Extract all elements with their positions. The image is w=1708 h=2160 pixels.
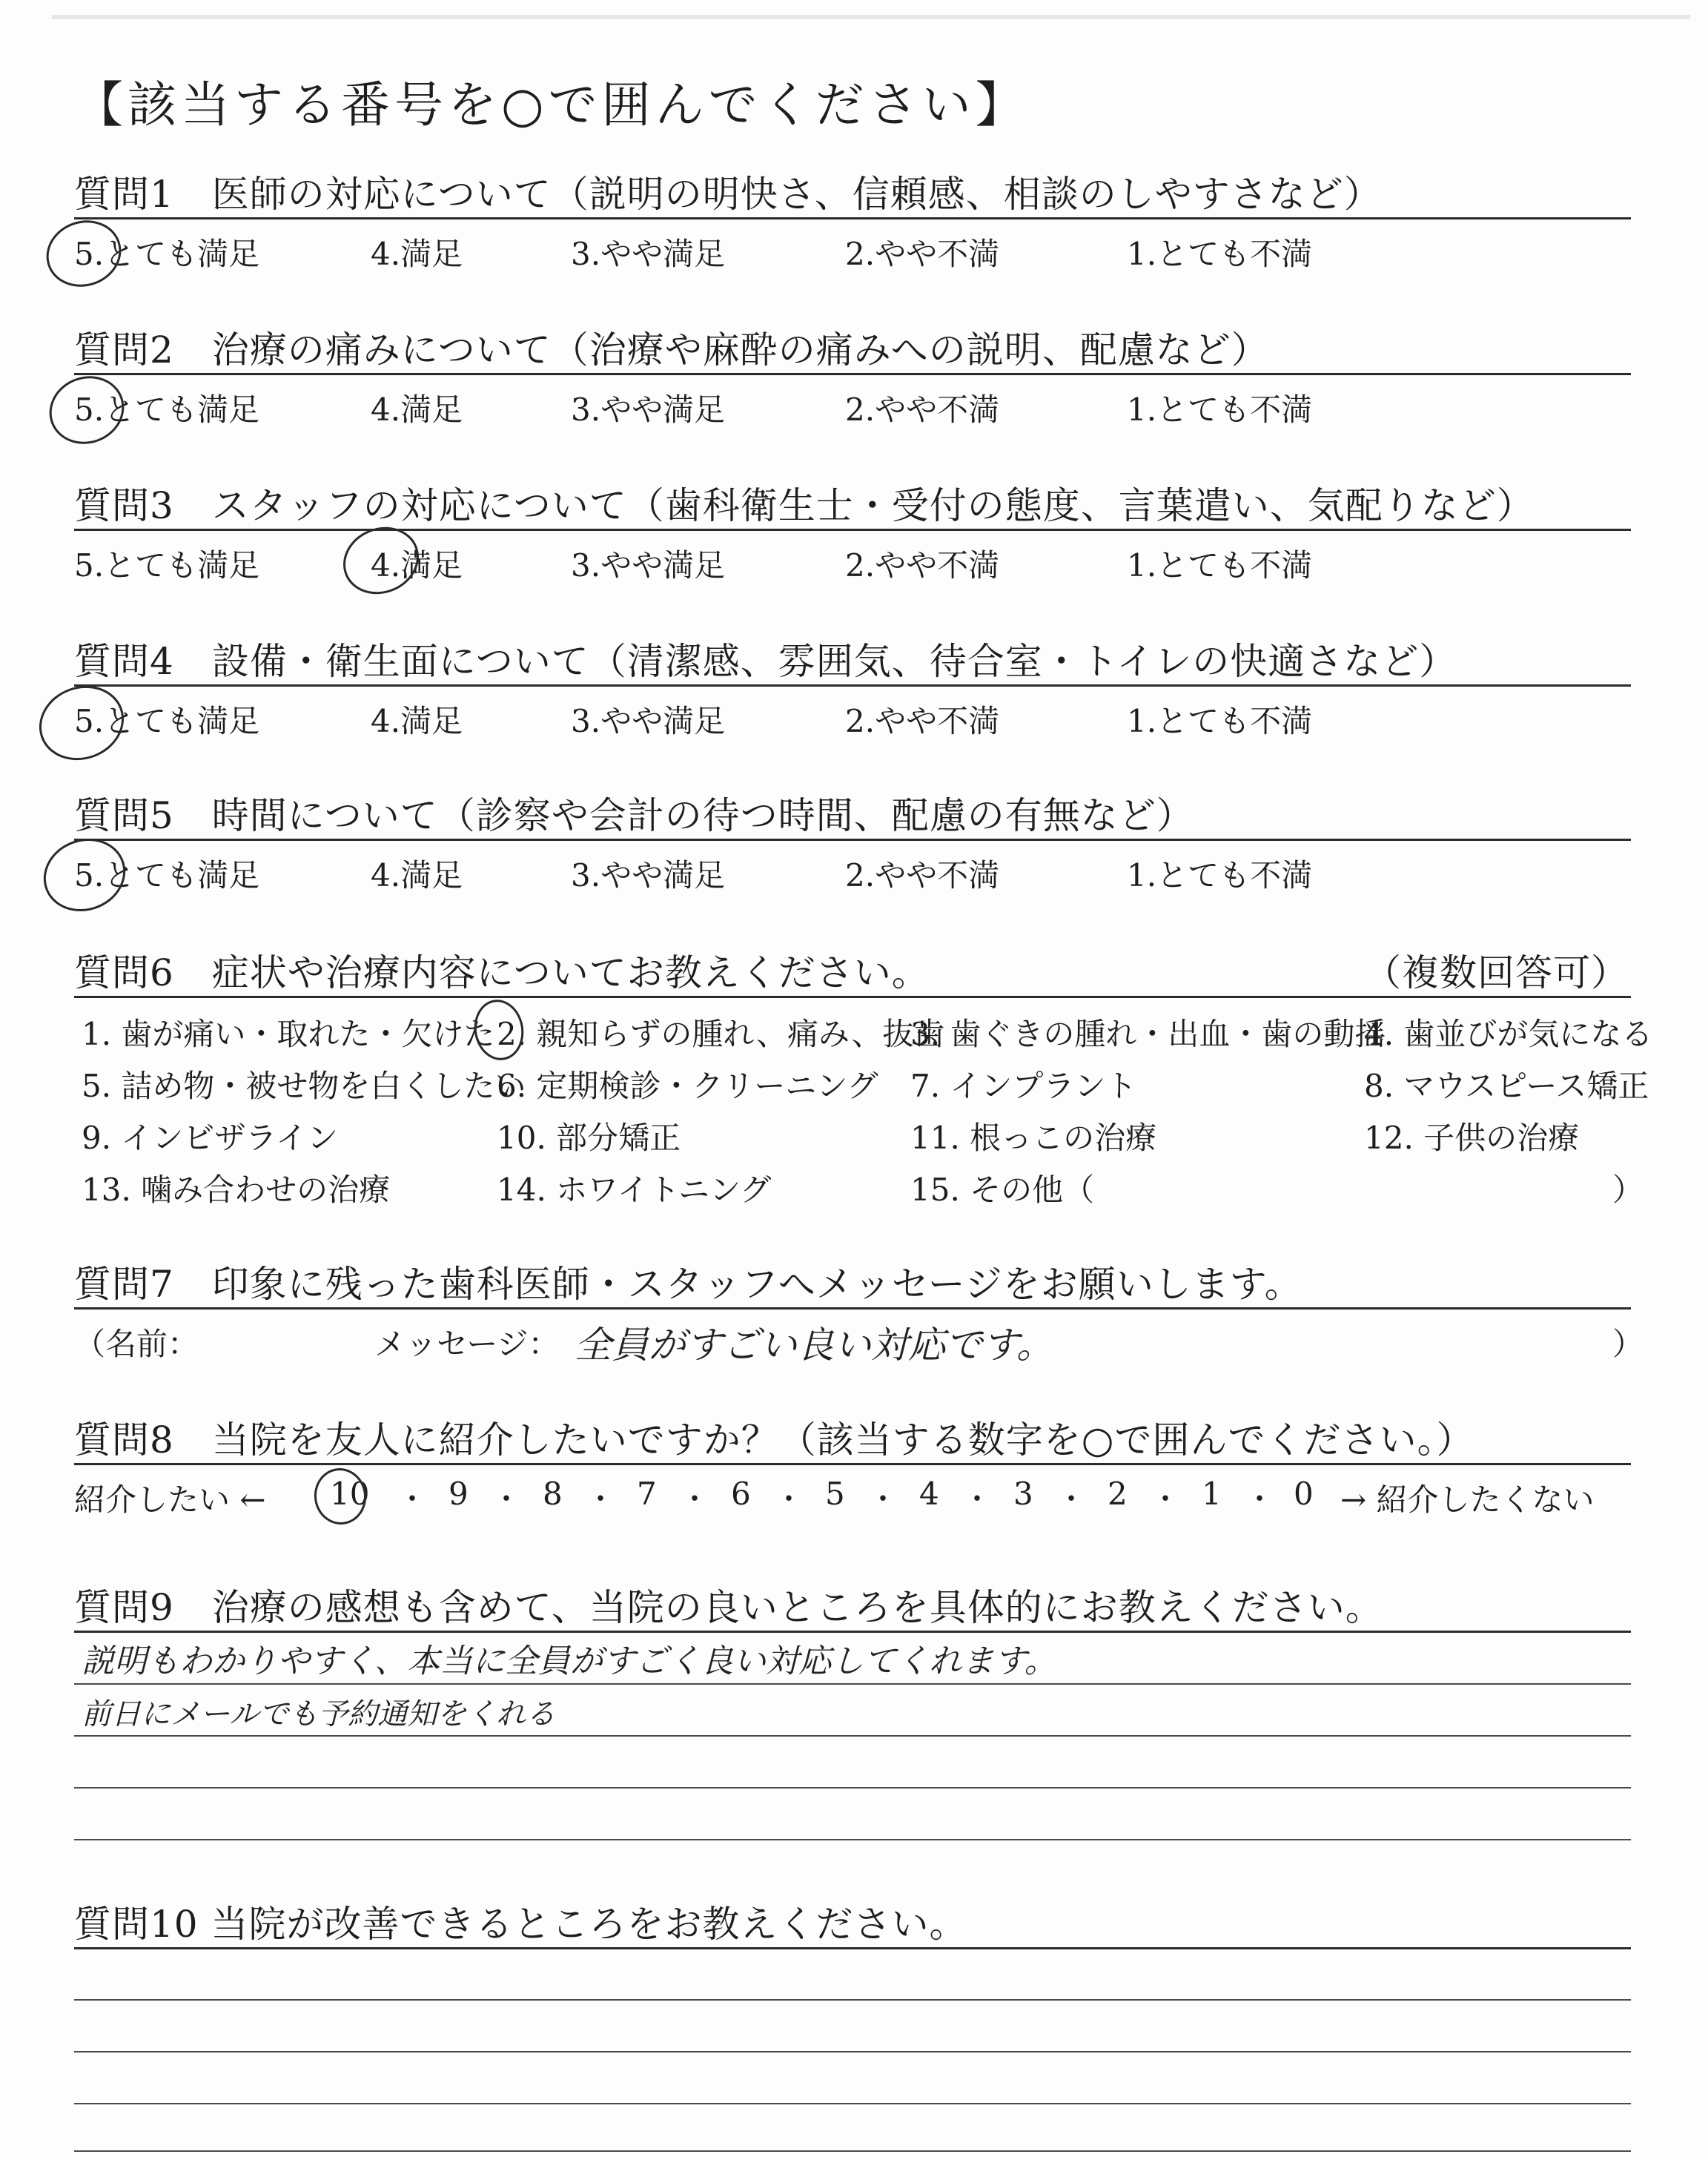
q8-right-label: → 紹介したくない [1340, 1482, 1595, 1518]
q8-title: 質問8 当院を友人に紹介したいですか？（該当する数字を○で囲んでください。） [74, 1418, 1474, 1462]
q9-title: 質問9 治療の感想も含めて、当院の良いところを具体的にお教えください。 [74, 1586, 1383, 1629]
q7-close-paren: ） [1612, 1326, 1644, 1362]
q6-option-9[interactable]: 9. インビザライン [82, 1120, 339, 1156]
q8-left-label: 紹介したい ← [74, 1482, 266, 1518]
q9-answer-line [74, 1839, 1631, 1840]
q6-option-3[interactable]: 3. 歯ぐきの腫れ・出血・歯の動揺 [910, 1016, 1386, 1052]
q8-separator-dot: ・ [1056, 1482, 1086, 1516]
q10-rule [74, 1947, 1631, 1949]
q9-answer-line [74, 1787, 1631, 1789]
q2-answer-circle [40, 366, 134, 454]
q2-rule [74, 373, 1631, 375]
q3-option-1[interactable]: 1.とても不満 [1127, 547, 1313, 584]
q6-option-15-other[interactable]: 15. その他（ [910, 1172, 1095, 1208]
q6-option-1[interactable]: 1. 歯が痛い・取れた・欠けた [82, 1016, 495, 1052]
q2-option-5[interactable]: 5.とても満足 [74, 392, 260, 428]
q3-option-5[interactable]: 5.とても満足 [74, 547, 260, 584]
q1-option-2[interactable]: 2.やや不満 [845, 236, 1000, 272]
q9-answer-line-2[interactable]: 前日にメールでも予約通知をくれる [82, 1697, 556, 1731]
q2-title: 質問2 治療の痛みについて（治療や麻酔の痛みへの説明、配慮など） [74, 328, 1269, 371]
q6-title: 質問6 症状や治療内容についてお教えください。 [74, 951, 930, 994]
q8-separator-dot: ・ [491, 1482, 521, 1516]
q6-other-close-paren: ） [1612, 1172, 1644, 1208]
q3-option-3[interactable]: 3.やや満足 [571, 547, 726, 584]
q8-separator-dot: ・ [397, 1482, 427, 1516]
q8-scale-3[interactable]: 3 [1013, 1476, 1033, 1512]
q8-scale-8[interactable]: 8 [543, 1476, 563, 1512]
q8-scale-5[interactable]: 5 [825, 1476, 845, 1512]
q8-scale-1[interactable]: 1 [1202, 1476, 1222, 1512]
q6-option-5[interactable]: 5. 詰め物・被せ物を白くしたい [82, 1068, 526, 1104]
q8-scale-4[interactable]: 4 [919, 1476, 939, 1512]
q1-option-5[interactable]: 5.とても満足 [74, 236, 260, 272]
q8-scale-2[interactable]: 2 [1108, 1476, 1128, 1512]
q10-answer-line[interactable] [74, 2051, 1631, 2052]
q6-option-8[interactable]: 8. マウスピース矯正 [1364, 1068, 1649, 1104]
q5-option-2[interactable]: 2.やや不満 [845, 857, 1000, 894]
q3-option-4[interactable]: 4.満足 [371, 547, 463, 584]
q3-title: 質問3 スタッフの対応について（歯科衛生士・受付の態度、言葉遣い、気配りなど） [74, 484, 1535, 527]
q10-answer-line[interactable] [74, 1999, 1631, 2001]
q9-answer-line [74, 1735, 1631, 1737]
q4-title: 質問4 設備・衛生面について（清潔感、雰囲気、待合室・トイレの快適さなど） [74, 640, 1457, 683]
q8-separator-dot: ・ [868, 1482, 898, 1516]
q8-rule [74, 1463, 1631, 1465]
q1-title: 質問1 医師の対応について（説明の明快さ、信頼感、相談のしやすさなど） [74, 173, 1382, 216]
q1-option-3[interactable]: 3.やや満足 [571, 236, 726, 272]
q4-option-3[interactable]: 3.やや満足 [571, 703, 726, 739]
q6-option-7[interactable]: 7. インプラント [910, 1068, 1137, 1104]
q8-separator-dot: ・ [774, 1482, 804, 1516]
q9-rule [74, 1631, 1631, 1633]
q3-rule [74, 529, 1631, 531]
q6-option-6[interactable]: 6. 定期検診・クリーニング [497, 1068, 878, 1104]
q6-option-13[interactable]: 13. 噛み合わせの治療 [82, 1172, 391, 1208]
q6-option-11[interactable]: 11. 根っこの治療 [910, 1120, 1157, 1156]
scan-top-edge [52, 15, 1690, 19]
q6-option-4[interactable]: 4. 歯並びが気になる [1364, 1016, 1653, 1052]
q1-option-1[interactable]: 1.とても不満 [1127, 236, 1313, 272]
q8-separator-dot: ・ [586, 1482, 615, 1516]
q9-answer-line [74, 1683, 1631, 1685]
q4-rule [74, 684, 1631, 687]
q4-option-2[interactable]: 2.やや不満 [845, 703, 1000, 739]
q8-scale-6[interactable]: 6 [731, 1476, 751, 1512]
q6-option-12[interactable]: 12. 子供の治療 [1364, 1120, 1580, 1156]
q8-answer-circle [311, 1464, 370, 1527]
q10-answer-line[interactable] [74, 2103, 1631, 2104]
q10-answer-line[interactable] [74, 2150, 1631, 2152]
q8-scale-10[interactable]: 10 [330, 1476, 370, 1512]
q7-rule [74, 1307, 1631, 1309]
q1-option-4[interactable]: 4.満足 [371, 236, 463, 272]
q7-title: 質問7 印象に残った歯科医師・スタッフへメッセージをお願いします。 [74, 1263, 1302, 1306]
q7-handwritten-message[interactable]: 全員がすごい良い対応です。 [575, 1324, 1053, 1367]
form-instruction-header: 【該当する番号を○で囲んでください】 [74, 76, 1029, 133]
q3-option-2[interactable]: 2.やや不満 [845, 547, 1000, 584]
q6-rule [74, 996, 1631, 998]
q8-separator-dot: ・ [962, 1482, 992, 1516]
q9-answer-line-1[interactable]: 説明もわかりやすく、本当に全員がすごく良い対応してくれます。 [82, 1642, 1057, 1680]
q8-separator-dot: ・ [1151, 1482, 1180, 1516]
q4-option-5[interactable]: 5.とても満足 [74, 703, 260, 739]
q4-option-4[interactable]: 4.満足 [371, 703, 463, 739]
q5-title: 質問5 時間について（診察や会計の待つ時間、配慮の有無など） [74, 794, 1194, 837]
q8-scale-0[interactable]: 0 [1294, 1476, 1314, 1512]
q1-answer-circle [38, 211, 130, 296]
q6-multiple-answer-note: （複数回答可） [1364, 951, 1629, 994]
q7-name-label: （名前： [74, 1326, 199, 1362]
q2-option-2[interactable]: 2.やや不満 [845, 392, 1000, 428]
q5-option-4[interactable]: 4.満足 [371, 857, 463, 894]
q6-option-14[interactable]: 14. ホワイトニング [497, 1172, 772, 1208]
q5-rule [74, 839, 1631, 841]
q8-scale-7[interactable]: 7 [637, 1476, 657, 1512]
q8-separator-dot: ・ [680, 1482, 709, 1516]
q5-option-1[interactable]: 1.とても不満 [1127, 857, 1313, 894]
q6-option-10[interactable]: 10. 部分矯正 [497, 1120, 681, 1156]
q6-option-2[interactable]: 2. 親知らずの腫れ、痛み、抜歯 [497, 1016, 945, 1052]
q5-option-5[interactable]: 5.とても満足 [74, 857, 260, 894]
q4-answer-circle [29, 674, 135, 772]
q8-separator-dot: ・ [1245, 1482, 1274, 1516]
q7-message-label: メッセージ： [374, 1326, 560, 1362]
q10-title: 質問10 当院が改善できるところをお教えください。 [74, 1903, 967, 1946]
q5-option-3[interactable]: 3.やや満足 [571, 857, 726, 894]
q2-option-1[interactable]: 1.とても不満 [1127, 392, 1313, 428]
q1-rule [74, 217, 1631, 219]
q2-option-4[interactable]: 4.満足 [371, 392, 463, 428]
q4-option-1[interactable]: 1.とても不満 [1127, 703, 1313, 739]
q2-option-3[interactable]: 3.やや満足 [571, 392, 726, 428]
q8-scale-9[interactable]: 9 [448, 1476, 469, 1512]
q5-answer-circle [33, 828, 136, 923]
